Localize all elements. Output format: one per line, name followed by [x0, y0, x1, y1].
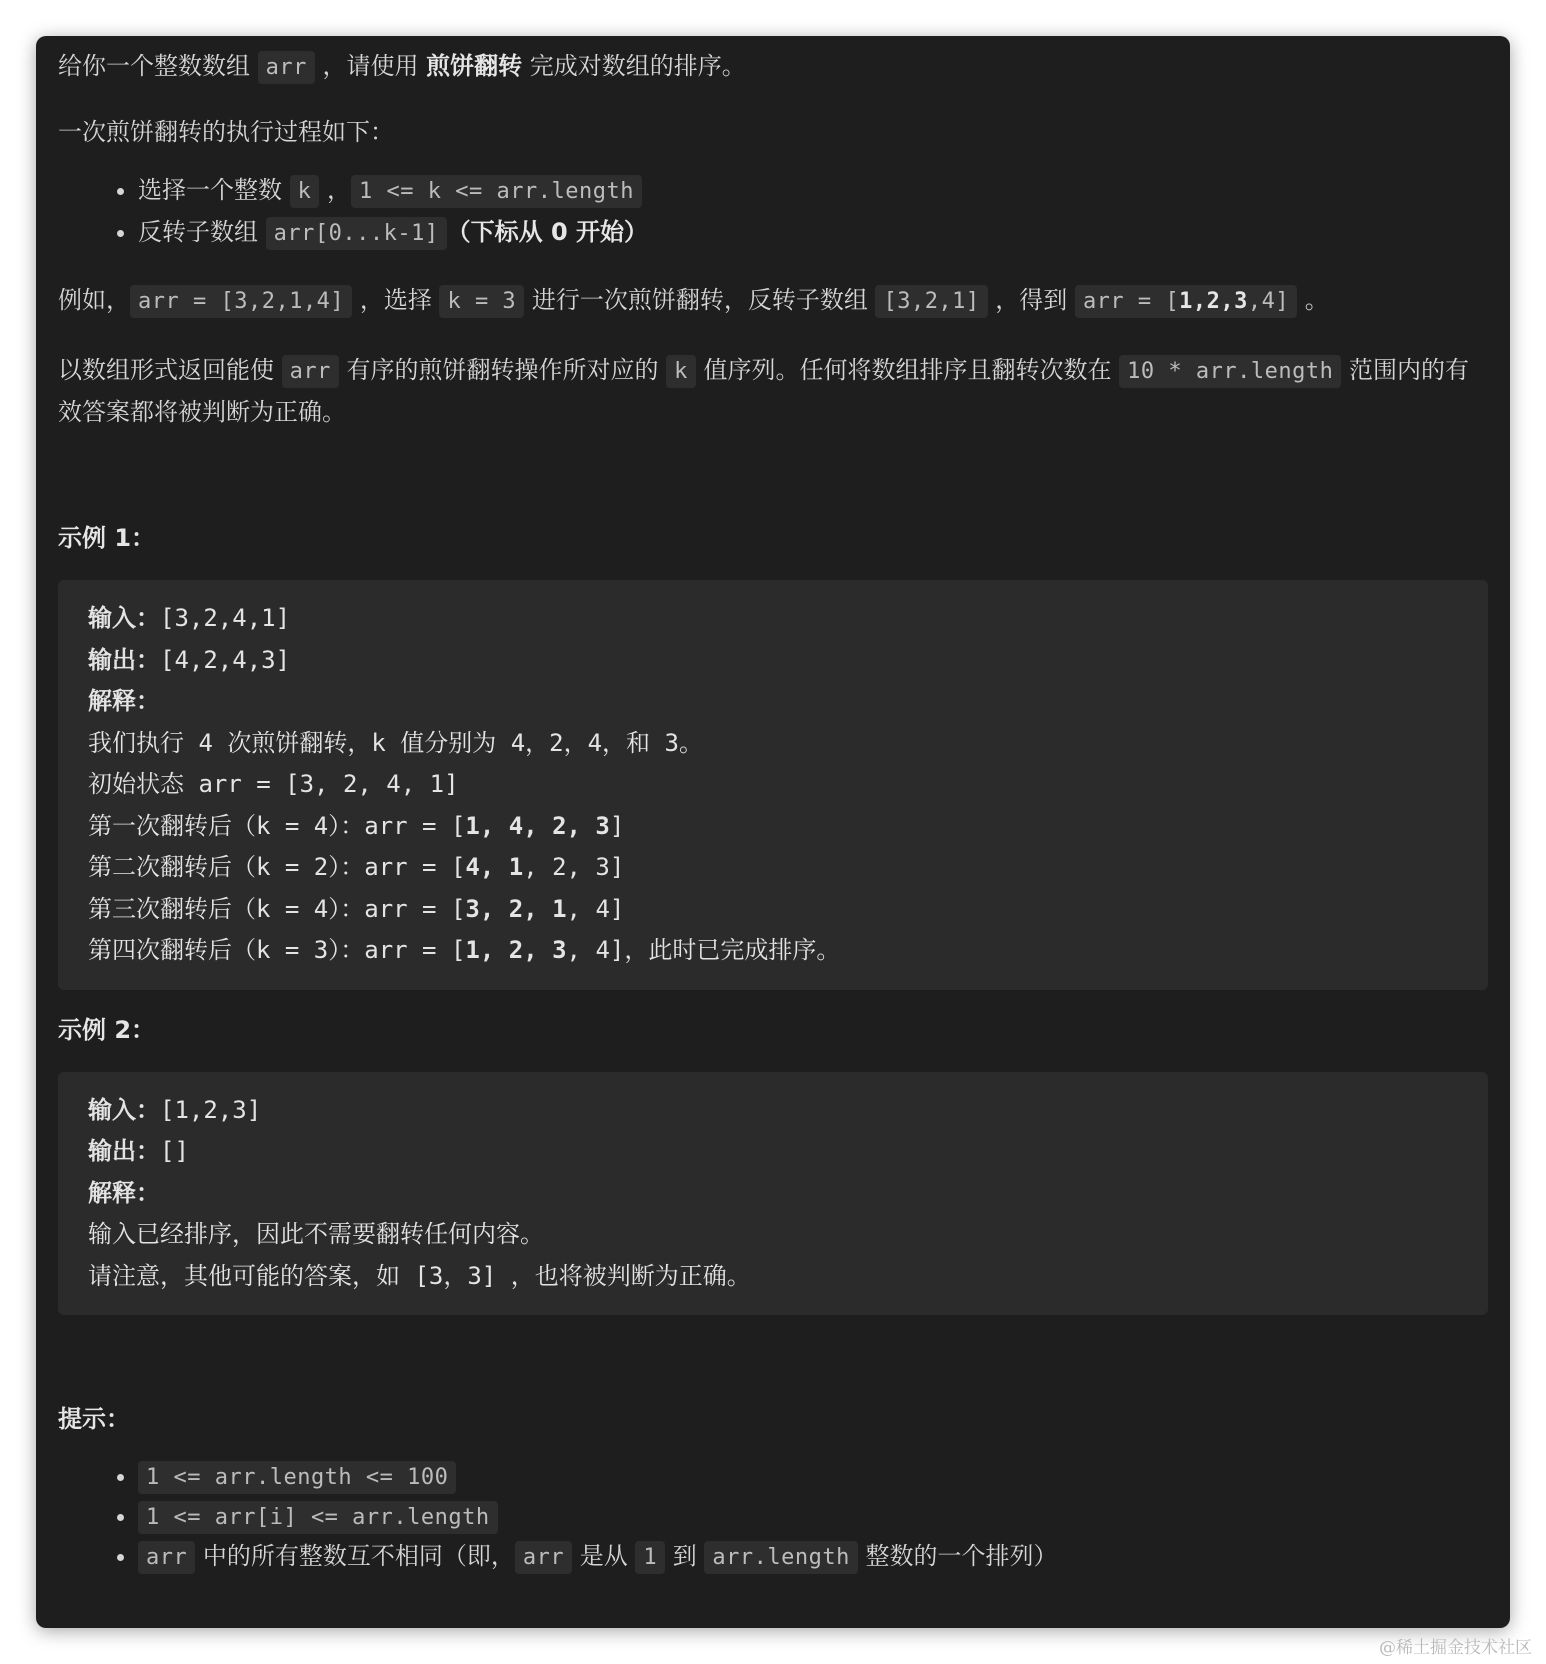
text: 是从	[572, 1542, 636, 1570]
text: 中的所有整数互不相同（即，	[195, 1542, 515, 1570]
process-title: 一次煎饼翻转的执行过程如下：	[58, 118, 394, 146]
text: 整数的一个排列）	[857, 1542, 1058, 1570]
hints-list	[58, 1457, 1488, 1577]
text: 第四次翻转后（k = 3）：arr = [	[88, 936, 466, 964]
code-inline: arr[0...k-1]	[266, 217, 447, 250]
text: 进行一次煎饼翻转，反转子数组	[524, 286, 876, 314]
code-inline: arr	[515, 1541, 572, 1574]
text: ，得到	[987, 286, 1075, 314]
code-inline: arr	[282, 355, 339, 388]
text: ，	[319, 176, 352, 204]
text: ]	[609, 811, 625, 840]
code-inline: 1	[635, 1541, 665, 1574]
list-item	[138, 1497, 1488, 1537]
intro-paragraph	[58, 48, 1488, 86]
example-2-block	[58, 1072, 1488, 1316]
list-item	[138, 1537, 1488, 1577]
code-inline: arr.length	[704, 1541, 857, 1574]
bold-term: 煎饼翻转	[426, 52, 523, 80]
bold-values: 1, 4, 2, 3	[465, 811, 610, 840]
output-value: [4,2,4,3]	[160, 645, 291, 674]
input-label: 输入：	[88, 1095, 160, 1124]
output-label: 输出：	[88, 645, 160, 674]
code-inline: arr	[138, 1541, 195, 1574]
problem-panel	[36, 36, 1510, 1628]
text: 以数组形式返回能使	[58, 356, 282, 384]
text: 有序的煎饼翻转操作所对应的	[338, 356, 667, 384]
code-inline: 10 * arr.length	[1119, 355, 1341, 388]
code-inline	[1075, 285, 1297, 318]
code-inline: 1 <= k <= arr.length	[351, 175, 642, 208]
input-label: 输入：	[88, 604, 160, 632]
hints-heading: 提示：	[58, 1405, 130, 1433]
text: 第二次翻转后（k = 2）：arr = [	[88, 853, 466, 881]
text: 例如，	[58, 286, 130, 314]
return-paragraph	[58, 350, 1488, 432]
code-inline: k = 3	[439, 285, 524, 318]
code-part: ,4]	[1247, 289, 1290, 314]
example-2-heading: 示例 2：	[58, 1015, 156, 1044]
input-value: [3,2,4,1]	[160, 604, 291, 632]
explain-line: 初始状态 arr = [3, 2, 4, 1]	[88, 770, 459, 798]
text: ，选择	[352, 286, 440, 314]
text: 第三次翻转后（k = 4）：arr = [	[88, 894, 466, 923]
output-label: 输出：	[88, 1137, 160, 1165]
text: 完成对数组的排序。	[522, 52, 746, 80]
watermark: @稀土掘金技术社区	[1379, 1638, 1532, 1658]
bold-values: 4, 1	[465, 853, 524, 881]
explain-line: 我们执行 4 次煎饼翻转，k 值分别为 4，2，4，和 3。	[88, 728, 703, 757]
example-paragraph	[58, 280, 1488, 322]
code-inline: k	[290, 175, 320, 208]
code-inline: [3,2,1]	[875, 285, 987, 318]
code-inline: k	[666, 355, 696, 388]
flip-line	[88, 895, 624, 923]
text: , 2, 3]	[523, 853, 625, 881]
text: 给你一个整数数组	[58, 52, 258, 80]
code-inline: 1 <= arr.length <= 100	[138, 1461, 456, 1494]
bold-values: 3, 2, 1	[465, 894, 567, 923]
explain-line: 请注意，其他可能的答案，如 [3，3] ，也将被判断为正确。	[88, 1261, 751, 1290]
text: 第一次翻转后（k = 4）：arr = [	[88, 811, 466, 840]
code-inline: 1 <= arr[i] <= arr.length	[138, 1501, 498, 1534]
list-item	[138, 170, 1488, 212]
text: , 4]	[566, 894, 625, 923]
explain-label: 解释：	[88, 687, 160, 715]
bold-note: （下标从 0 开始）	[446, 218, 649, 246]
input-value: [1,2,3]	[160, 1095, 262, 1124]
text: , 4]，此时已完成排序。	[566, 936, 841, 964]
process-steps-list	[58, 170, 1488, 254]
text: 到	[665, 1542, 705, 1570]
text: 值序列。任何将数组排序且翻转次数在	[695, 356, 1120, 384]
example-1-block	[58, 580, 1488, 990]
output-value: []	[160, 1137, 189, 1165]
flip-line	[88, 853, 624, 881]
flip-line	[88, 936, 840, 964]
code-bold: 1,2,3	[1179, 289, 1248, 314]
explain-line: 输入已经排序，因此不需要翻转任何内容。	[88, 1220, 544, 1248]
text: 。	[1297, 286, 1329, 314]
bold-values: 1, 2, 3	[465, 936, 567, 964]
text: 范围内的有效答案都将被判断为正确。	[58, 356, 1469, 426]
example-1-heading: 示例 1：	[58, 524, 156, 552]
list-item	[138, 1457, 1488, 1497]
code-part: arr = [	[1082, 289, 1180, 314]
explain-label: 解释：	[88, 1178, 160, 1207]
text: 反转子数组	[138, 218, 266, 246]
text: 选择一个整数	[138, 176, 290, 204]
code-inline: arr	[258, 51, 315, 84]
code-inline: arr = [3,2,1,4]	[130, 285, 352, 318]
list-item	[138, 212, 1488, 254]
flip-line	[88, 812, 624, 840]
text: ，请使用	[314, 52, 427, 80]
